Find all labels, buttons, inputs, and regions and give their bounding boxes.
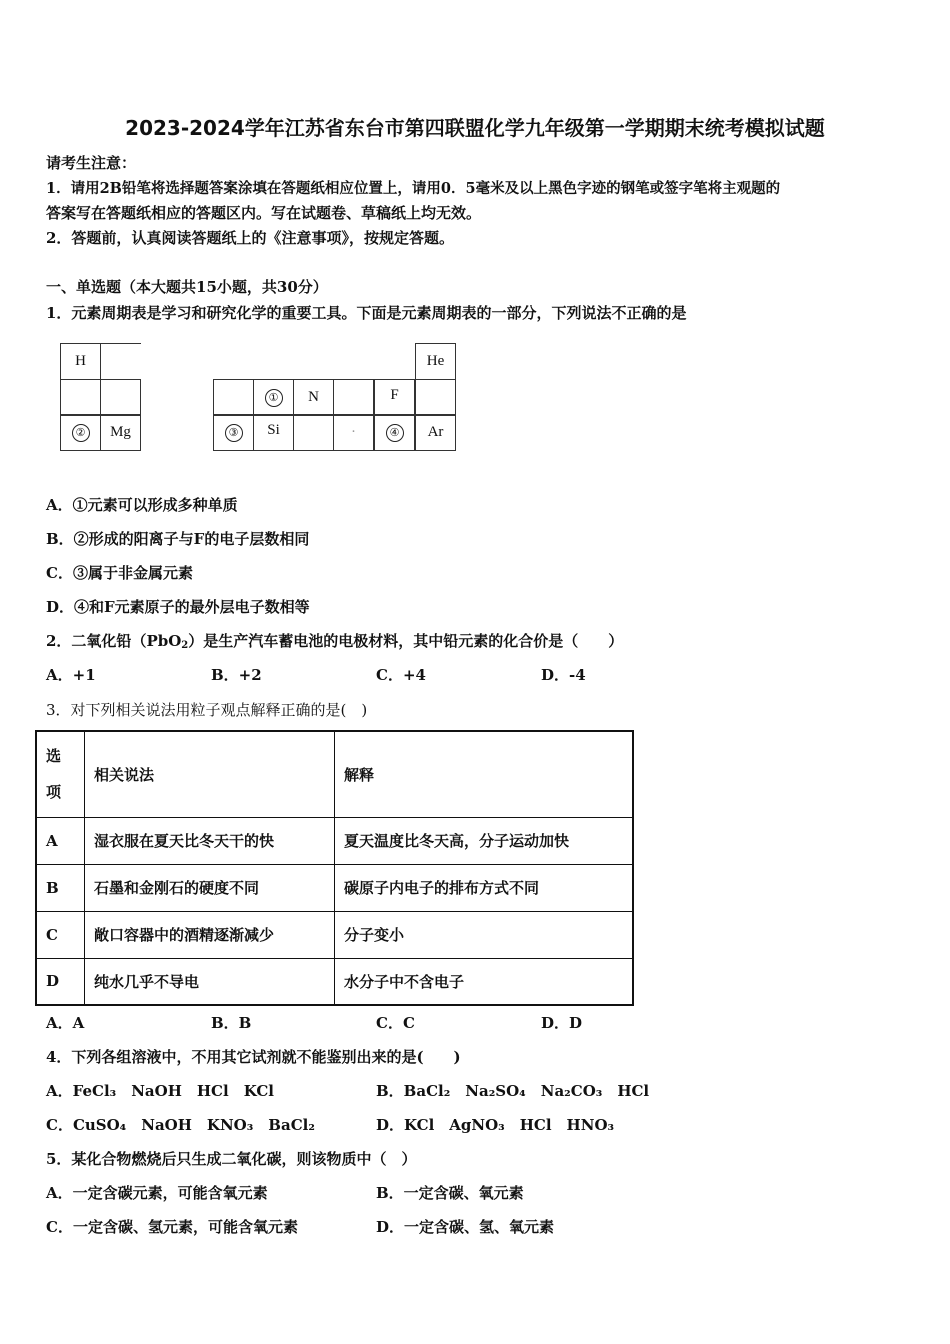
row-option: D (36, 958, 85, 1005)
table-row (36, 958, 633, 1005)
row-option: B (36, 864, 85, 911)
q4-option-c: C．CuSO₄ NaOH KNO₃ BaCl₂ (46, 1116, 315, 1134)
cell-empty (415, 379, 456, 416)
notice-line-2: 2．答题前，认真阅读答题纸上的《注意事项》，按规定答题。 (46, 229, 454, 247)
q2-stem-pre: 2．二氧化铅（PbO (46, 632, 182, 650)
row-explain: 分子变小 (335, 911, 634, 958)
cell-circle-1 (253, 379, 294, 416)
notice-line-1b: 答案写在答题纸相应的答题区内。写在试题卷、草稿纸上均无效。 (46, 204, 482, 222)
q5-option-d: D．一定含碳、氢、氧元素 (376, 1218, 555, 1236)
table-row (36, 911, 633, 958)
row-claim: 敞口容器中的酒精逐渐减少 (85, 911, 335, 958)
periodic-table (60, 343, 456, 450)
row-option: A (36, 817, 85, 864)
q1-option-c: C．③属于非金属元素 (46, 564, 193, 582)
cell-f: F (374, 379, 415, 416)
table-row (36, 864, 633, 911)
q3-option-c: C．C (376, 1014, 415, 1032)
notice-heading: 请考生注意： (46, 154, 137, 172)
q2-stem-sub: 2 (181, 640, 189, 651)
q4-option-b: B．BaCl₂ Na₂SO₄ Na₂CO₃ HCl (376, 1082, 650, 1100)
cell-empty (100, 379, 141, 416)
row-claim: 石墨和金刚石的硬度不同 (85, 864, 335, 911)
row-explain: 水分子中不含电子 (335, 958, 634, 1005)
circle-2: ② (72, 424, 90, 442)
q5-stem: 5．某化合物燃烧后只生成二氧化碳，则该物质中（ ） (46, 1150, 417, 1168)
circle-3: ③ (225, 424, 243, 442)
cell-si: Si (253, 414, 294, 451)
notice-line-1: 1．请用2B铅笔将选择题答案涂填在答题纸相应位置上，请用0．5毫米及以上黑色字迹的钢笔或签字笔将主观题的 (46, 180, 781, 197)
cell-circle-2 (60, 414, 101, 451)
q2-option-d: D．-4 (541, 666, 586, 684)
q4-stem: 4．下列各组溶液中，不用其它试剂就不能鉴别出来的是( ) (46, 1048, 461, 1066)
cell-empty (60, 379, 101, 416)
page-title: 2023-2024学年江苏省东台市第四联盟化学九年级第一学期期末统考模拟试题 (125, 116, 825, 140)
q1-stem: 1．元素周期表是学习和研究化学的重要工具。下面是元素周期表的一部分，下列说法不正确的是 (46, 304, 687, 322)
row-explain: 碳原子内电子的排布方式不同 (335, 864, 634, 911)
cell-empty (333, 379, 374, 416)
q5-option-a: A．一定含碳元素，可能含氧元素 (46, 1184, 268, 1202)
q3-table (35, 730, 634, 1006)
q2-option-b: B．+2 (211, 666, 262, 684)
row-claim: 湿衣服在夏天比冬天干的快 (85, 817, 335, 864)
q2-option-c: C．+4 (376, 666, 426, 684)
q2-stem (46, 630, 623, 651)
cell-circle-3 (213, 414, 254, 451)
q3-option-d: D．D (541, 1014, 583, 1032)
cell-empty (293, 414, 334, 451)
q1-option-b: B．②形成的阳离子与F的电子层数相同 (46, 530, 310, 548)
table-row (36, 817, 633, 864)
circle-1: ① (265, 389, 283, 407)
cell-ar: Ar (415, 414, 456, 451)
header-explain: 解释 (335, 731, 634, 817)
header-claim: 相关说法 (85, 731, 335, 817)
q4-option-d: D．KCl AgNO₃ HCl HNO₃ (376, 1116, 615, 1134)
cell-empty (213, 379, 254, 416)
q5-option-b: B．一定含碳、氧元素 (376, 1184, 524, 1202)
cell-dot: · (333, 414, 374, 451)
q2-option-a: A．+1 (46, 666, 96, 684)
circle-4: ④ (386, 424, 404, 442)
cell-he: He (415, 343, 456, 380)
table-header-row (36, 731, 633, 817)
row-claim: 纯水几乎不导电 (85, 958, 335, 1005)
row-option: C (36, 911, 85, 958)
q5-option-c: C．一定含碳、氢元素，可能含氧元素 (46, 1218, 298, 1236)
cell-n: N (293, 379, 334, 416)
header-option (36, 731, 85, 817)
q2-stem-post: ）是生产汽车蓄电池的电极材料，其中铅元素的化合价是（ ） (188, 632, 624, 650)
q3-option-b: B．B (211, 1014, 252, 1032)
q3-option-a: A．A (46, 1014, 85, 1032)
header-option-top: 选 (46, 747, 62, 766)
header-option-bottom: 项 (46, 783, 62, 802)
cell-mg: Mg (100, 414, 141, 451)
section-heading: 一、单选题（本大题共15小题，共30分） (46, 278, 328, 296)
q1-option-a: A．①元素可以形成多种单质 (46, 496, 238, 514)
q3-stem: 3．对下列相关说法用粒子观点解释正确的是( ) (46, 701, 368, 719)
row-explain: 夏天温度比冬天高，分子运动加快 (335, 817, 634, 864)
q1-option-d: D．④和F元素原子的最外层电子数相等 (46, 598, 310, 616)
cell-circle-4 (374, 414, 415, 451)
cell-empty (100, 343, 141, 380)
q4-option-a: A．FeCl₃ NaOH HCl KCl (46, 1082, 274, 1100)
cell-h: H (60, 343, 101, 380)
